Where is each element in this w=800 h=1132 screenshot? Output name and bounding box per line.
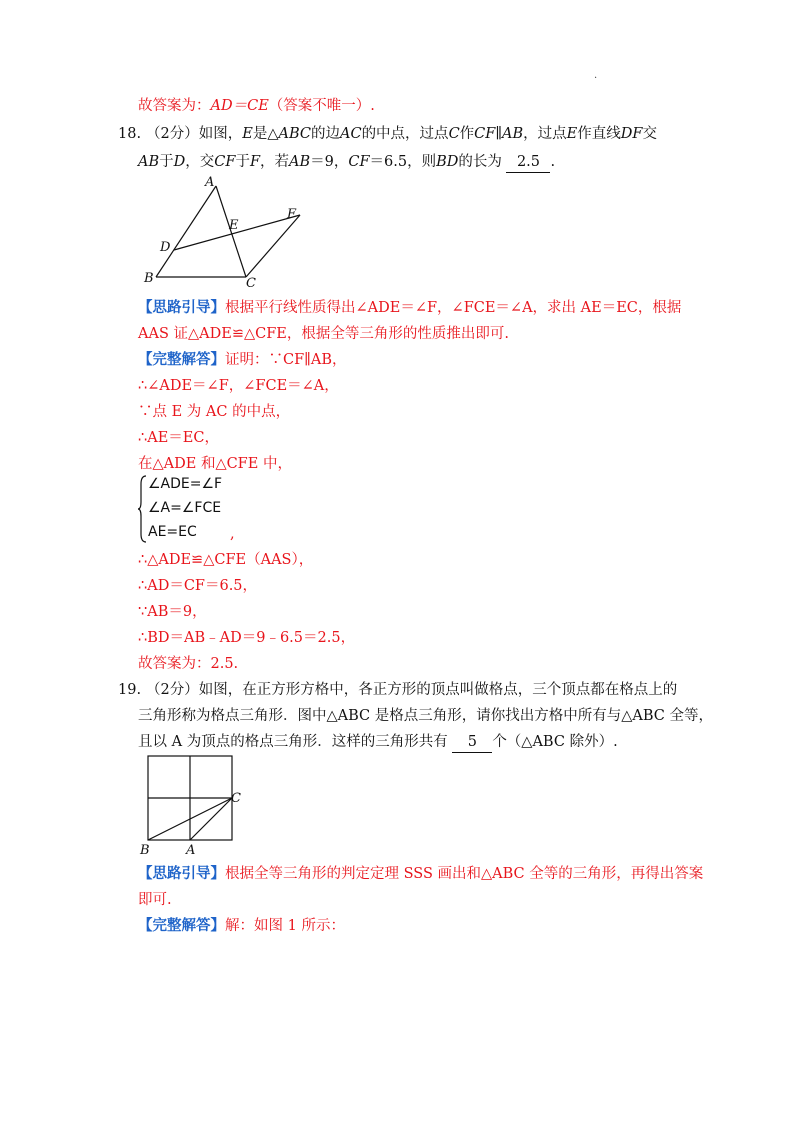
solution-line: ∵AB＝9， (138, 604, 207, 620)
q18-var: BD (436, 154, 459, 170)
label-C: C (246, 276, 256, 291)
segment-AC (190, 798, 232, 840)
prev-answer-prefix: 故答案为： (138, 98, 211, 114)
q18-text: 于 (159, 154, 174, 170)
label-A: A (205, 175, 215, 190)
q18-solution (138, 350, 346, 370)
hint-text: 根据平行线性质得出∠ADE＝∠F，∠FCE＝∠A，求出 AE＝EC，根据 (225, 300, 682, 316)
q18-figure (136, 172, 316, 292)
q18-var: AB (289, 154, 311, 170)
q18-line1 (146, 124, 657, 144)
label-D: D (160, 240, 171, 255)
q18-answer-blank: 2.5 (506, 152, 550, 173)
solution-tag: 【完整解答】 (138, 917, 225, 934)
q19-answer-blank: 5 (452, 732, 492, 753)
q18-text: ＝9， (310, 154, 349, 170)
solution-line: 证明：∵CF∥AB， (225, 352, 347, 368)
q18-text: ，若 (260, 154, 289, 170)
label-A: A (186, 843, 196, 858)
q18-var: CF (348, 154, 370, 170)
q18-text: 交 (642, 126, 657, 142)
q18-text: 的长为 (458, 154, 502, 170)
label-E: E (229, 218, 239, 233)
solution-line: ∴AE＝EC， (138, 430, 219, 446)
q18-var: E (242, 126, 253, 142)
corner-dot: . (594, 70, 598, 81)
q19-text: 且以 A 为顶点的格点三角形．这样的三角形共有 (138, 734, 448, 750)
q18-number: 18. (118, 126, 142, 142)
solution-line: ∴BD＝AB﹣AD＝9﹣6.5＝2.5， (138, 630, 356, 646)
system-eq-1: ∠ADE=∠F (148, 476, 223, 492)
system-eq-3: AE=EC (148, 524, 197, 540)
label-B: B (140, 843, 150, 858)
segment-AB (156, 186, 216, 277)
q18-var: CF∥AB (474, 126, 524, 142)
q18-text: ，过点 (523, 126, 567, 142)
q19-number: 19. (118, 682, 142, 698)
solution-line: 在△ADE 和△CFE 中， (138, 456, 292, 472)
label-C: C (231, 791, 241, 806)
q19-line1: （2分）如图，在正方形方格中，各正方形的顶点叫做格点，三个顶点都在格点上的 (146, 682, 678, 698)
prev-answer-suffix: （答案不唯一）. (268, 98, 375, 114)
solution-line: ∵点 E 为 AC 的中点， (138, 404, 291, 420)
prev-answer (138, 96, 375, 116)
label-F: F (287, 207, 297, 222)
q19-text: 个（△ABC 除外）. (492, 734, 618, 750)
label-B: B (144, 271, 154, 286)
q18-text: ＝6.5，则 (369, 154, 437, 170)
equation-system (138, 474, 258, 544)
q18-text: 是△ (252, 126, 279, 142)
q18-text: 于 (235, 154, 250, 170)
q18-var: C (448, 126, 460, 142)
hint-text: 根据全等三角形的判定定理 SSS 画出和△ABC 全等的三角形，再得出答案 (225, 866, 704, 882)
solution-line: ∴∠ADE＝∠F，∠FCE＝∠A， (138, 378, 339, 394)
q18-var: E (566, 126, 578, 142)
hint-tag: 【思路引导】 (138, 865, 225, 882)
solution-line: 解：如图 1 所示： (225, 918, 345, 934)
q19-line2: 三角形称为格点三角形．图中△ABC 是格点三角形，请你找出方格中所有与△ABC 全等， (138, 708, 713, 724)
q19-line3 (138, 732, 618, 753)
q18-var: CF (214, 154, 236, 170)
prev-answer-expr: AD＝CE (210, 98, 269, 114)
q19-hint (138, 864, 703, 884)
solution-line: 故答案为：2.5. (138, 656, 239, 672)
q18-hint-line2: AAS 证△ADE≌△CFE，根据全等三角形的性质推出即可. (138, 326, 509, 342)
q18-var: AB (138, 154, 160, 170)
q19-grid-figure (136, 752, 256, 858)
q18-var: F (249, 154, 260, 170)
segment-CF (246, 215, 300, 277)
system-eq-2: ∠A=∠FCE (148, 500, 222, 516)
q18-var: ABC (278, 126, 311, 142)
q18-var: AC (339, 126, 362, 142)
q18-var: DF (620, 126, 643, 142)
q18-text: ，交 (185, 154, 215, 170)
q19-solution (138, 916, 345, 936)
q18-text: 的中点，过点 (361, 126, 449, 142)
brace-icon (138, 474, 148, 544)
q18-text: . (550, 154, 556, 170)
q18-line2 (138, 152, 555, 173)
q18-text: 作 (459, 126, 475, 142)
solution-line: ∴△ADE≌△CFE（AAS）， (138, 552, 314, 568)
q18-hint (138, 298, 681, 318)
system-comma: , (230, 526, 235, 542)
q18-var: D (173, 154, 186, 170)
hint-tag: 【思路引导】 (138, 299, 225, 316)
q18-text: （2分）如图， (146, 126, 243, 142)
q18-text: 的边 (310, 126, 340, 142)
q19-hint-line2: 即可. (138, 892, 172, 908)
solution-line: ∴AD＝CF＝6.5， (138, 578, 258, 594)
solution-tag: 【完整解答】 (138, 351, 225, 368)
q18-text: 作直线 (577, 126, 621, 142)
